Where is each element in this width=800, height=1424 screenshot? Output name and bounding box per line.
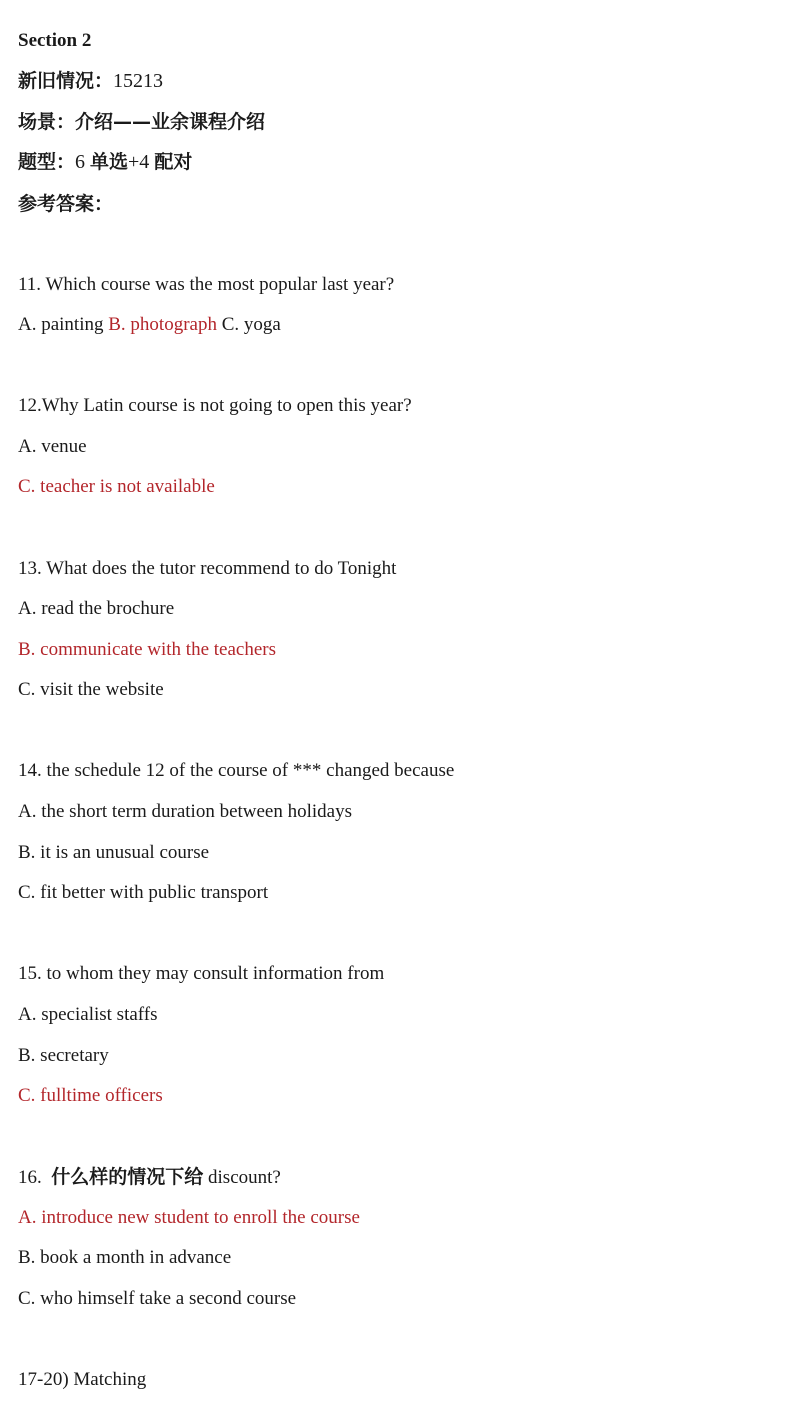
type-matching: 配对 bbox=[154, 151, 193, 173]
type-count-matching: +4 bbox=[128, 151, 150, 173]
question-16-option-c: C. who himself take a second course bbox=[18, 1288, 297, 1309]
question-12-option-a: A. venue bbox=[18, 436, 87, 457]
question-14-option-b: B. it is an unusual course bbox=[18, 842, 210, 863]
question-16-option-a-answer: A. introduce new student to enroll the course bbox=[18, 1207, 360, 1228]
question-12-stem: 12.Why Latin course is not going to open this year? bbox=[18, 395, 412, 416]
question-16-stem bbox=[18, 1164, 281, 1191]
question-14-option-a: A. the short term duration between holidays bbox=[18, 801, 353, 822]
status-label: 新旧情况： bbox=[18, 70, 114, 92]
type-count-single: 6 bbox=[75, 151, 86, 173]
question-13-option-c: C. visit the website bbox=[18, 679, 164, 700]
scene-label: 场景： bbox=[18, 111, 76, 133]
question-16-option-b: B. book a month in advance bbox=[18, 1247, 232, 1268]
question-16-stem-english: discount? bbox=[208, 1167, 281, 1188]
scene-line bbox=[18, 109, 265, 135]
question-14-option-c: C. fit better with public transport bbox=[18, 882, 269, 903]
question-15-option-c-answer: C. fulltime officers bbox=[18, 1085, 163, 1106]
question-13-option-b-answer: B. communicate with the teachers bbox=[18, 639, 276, 660]
question-15-option-b: B. secretary bbox=[18, 1045, 109, 1066]
answers-line bbox=[18, 191, 113, 217]
question-15-stem: 15. to whom they may consult information from bbox=[18, 963, 385, 984]
question-11-option-b-answer: B. photograph bbox=[108, 314, 217, 335]
question-16-stem-chinese: 什么样的情况下给 bbox=[51, 1166, 204, 1188]
scene-value: 介绍——业余课程介绍 bbox=[75, 111, 266, 133]
status-line bbox=[18, 68, 163, 94]
question-11-option-c: C. yoga bbox=[221, 314, 281, 335]
question-11-option-a: A. painting bbox=[18, 314, 104, 335]
type-line bbox=[18, 149, 192, 175]
question-15-option-a: A. specialist staffs bbox=[18, 1004, 158, 1025]
question-13-stem: 13. What does the tutor recommend to do Tonight bbox=[18, 558, 397, 579]
question-14-stem: 14. the schedule 12 of the course of *** changed because bbox=[18, 760, 455, 781]
section-title: Section 2 bbox=[18, 30, 92, 51]
question-11-stem: 11. Which course was the most popular last year? bbox=[18, 274, 395, 295]
question-12-option-c-answer: C. teacher is not available bbox=[18, 476, 215, 497]
type-label: 题型： bbox=[18, 151, 76, 173]
type-single-choice: 单选 bbox=[90, 151, 129, 173]
status-value: 15213 bbox=[113, 70, 164, 92]
question-16-number: 16. bbox=[18, 1167, 42, 1188]
matching-heading: 17-20) Matching bbox=[18, 1369, 147, 1390]
question-11-options bbox=[18, 312, 281, 338]
answers-label: 参考答案： bbox=[18, 193, 114, 215]
question-13-option-a: A. read the brochure bbox=[18, 598, 175, 619]
